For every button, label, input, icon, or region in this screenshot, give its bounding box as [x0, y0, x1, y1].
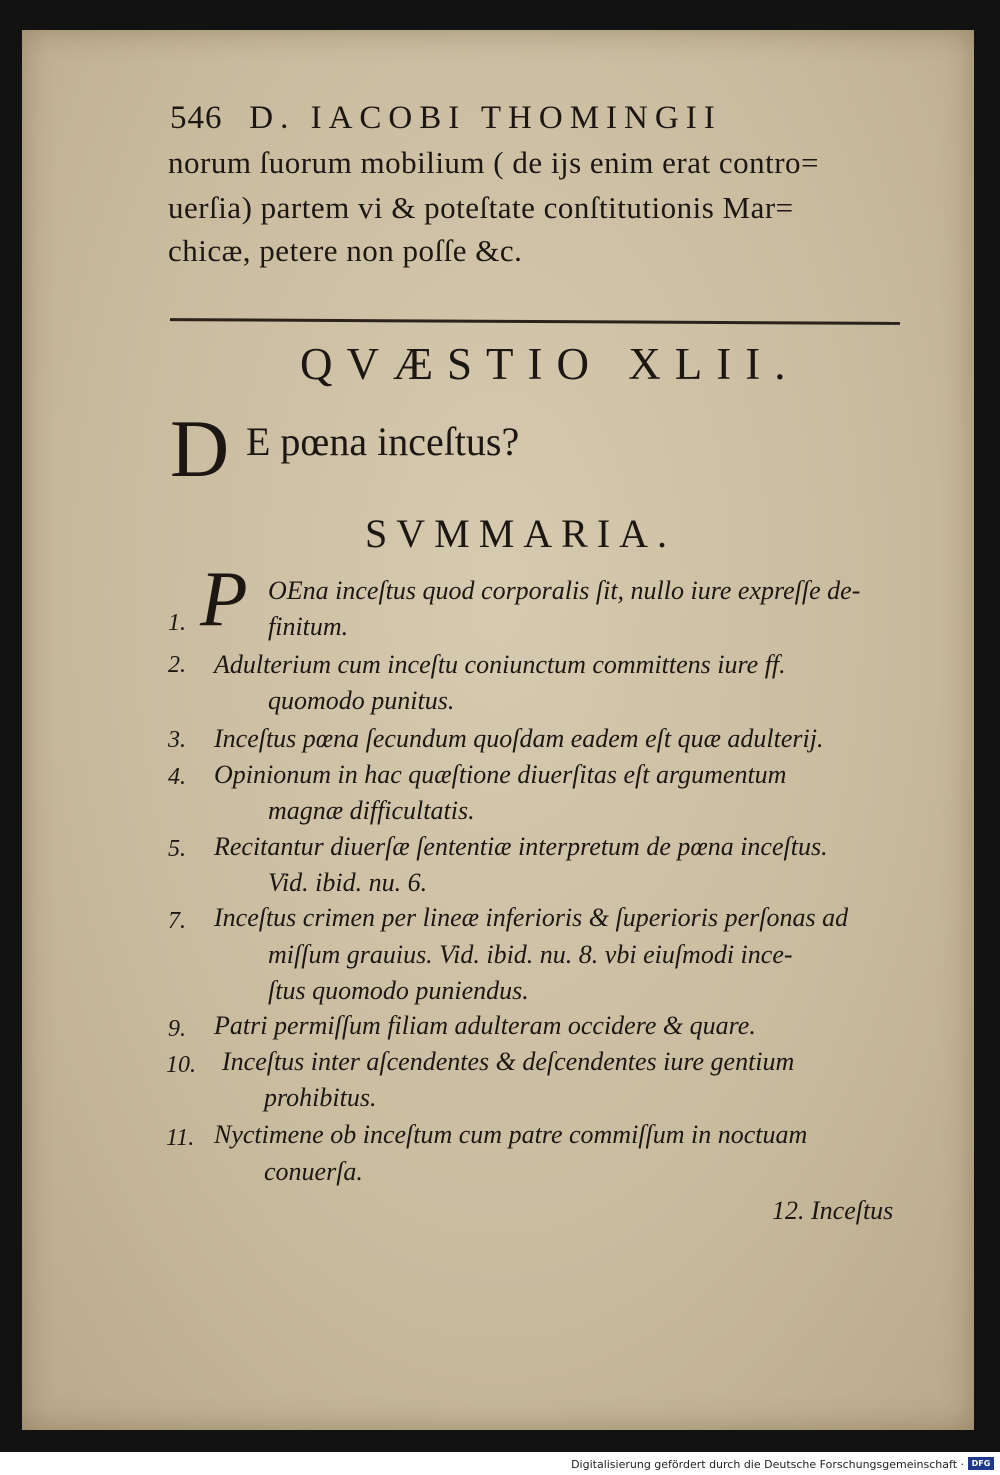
body-line: chicæ, petere non poſſe &c. — [168, 233, 523, 268]
entry-number: 4. — [168, 764, 186, 790]
entry-line: OEna inceſtus quod corporalis ſit, nullo iure expreſſe de- — [268, 576, 861, 605]
footer-bar — [0, 1452, 1000, 1475]
entry-number: 5. — [168, 836, 186, 862]
dfg-logo: DFG — [968, 1457, 994, 1470]
entry-line: ſtus quomodo puniendus. — [268, 976, 529, 1005]
body-line: norum ſuorum mobilium ( de ijs enim erat contro= — [168, 145, 820, 180]
summaria-heading: SVMMARIA. — [365, 511, 677, 556]
entry-line: magnæ difficultatis. — [268, 796, 475, 825]
catchword: 12. Inceſtus — [772, 1196, 894, 1225]
entry-line: quomodo punitus. — [268, 686, 455, 715]
entry-line: Inceſtus crimen per lineæ inferioris & ſuperioris perſonas ad — [214, 903, 849, 932]
entry-line: Patri permiſſum filiam adulteram occidere & quare. — [214, 1011, 756, 1040]
entry-number: 2. — [168, 652, 186, 678]
entry-number: 11. — [166, 1125, 195, 1151]
running-title: D. IACOBI THOMINGII — [249, 100, 722, 136]
entry-line: Inceſtus inter aſcendentes & deſcendentes iure gentium — [222, 1047, 795, 1076]
entry-number: 7. — [168, 908, 186, 934]
drop-initial: P — [200, 555, 248, 642]
footer-credit: Digitalisierung gefördert durch die Deutsche Forschungsgemeinschaft · — [571, 1458, 964, 1471]
page-number: 546 — [170, 100, 223, 136]
entry-line: Recitantur diuerſæ ſententiæ interpretum de pœna inceſtus. — [214, 832, 828, 861]
drop-initial: D — [170, 403, 230, 494]
running-head — [170, 100, 722, 137]
body-line: uerſia) partem vi & poteſtate conſtitutionis Mar= — [168, 190, 794, 225]
entry-line: prohibitus. — [264, 1083, 377, 1112]
question-heading: QVÆSTIO XLII. — [300, 339, 800, 389]
entry-line: miſſum grauius. Vid. ibid. nu. 8. vbi eiuſmodi ince- — [268, 940, 793, 969]
entry-number: 3. — [168, 727, 186, 753]
entry-line: Nyctimene ob inceſtum cum patre commiſſum in noctuam — [214, 1120, 808, 1149]
entry-line: Adulterium cum inceſtu coniunctum committens iure ff. — [214, 650, 786, 679]
entry-line: conuerſa. — [264, 1157, 363, 1186]
entry-line: Inceſtus pœna ſecundum quoſdam eadem eſt quæ adulterij. — [214, 724, 824, 753]
entry-number: 1. — [168, 610, 186, 636]
entry-line: Opinionum in hac quæſtione diuerſitas eſt argumentum — [214, 760, 787, 789]
entry-number: 10. — [166, 1052, 196, 1078]
entry-number: 9. — [168, 1016, 186, 1042]
entry-line: finitum. — [268, 612, 349, 641]
entry-line: Vid. ibid. nu. 6. — [268, 868, 428, 897]
question-title: E pœna inceſtus? — [246, 419, 520, 464]
